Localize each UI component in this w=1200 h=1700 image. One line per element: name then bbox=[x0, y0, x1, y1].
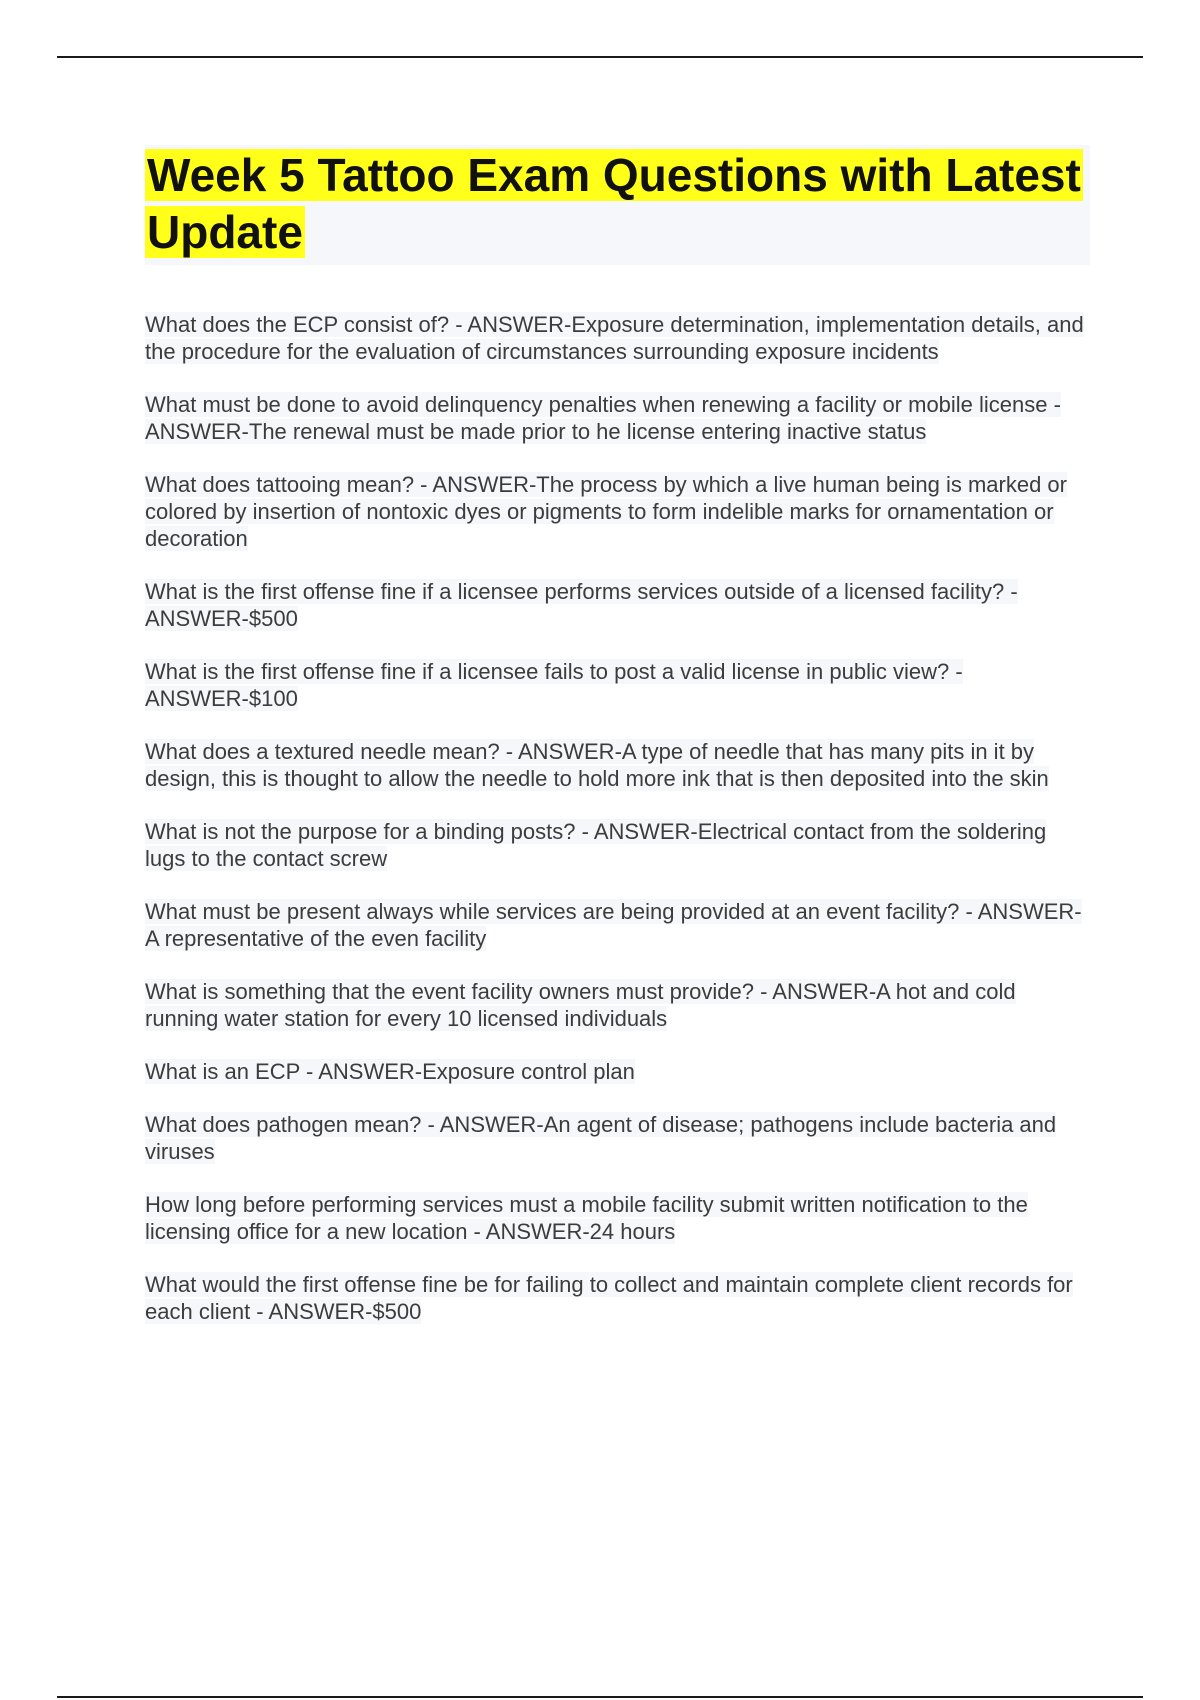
qa-text: What does the ECP consist of? - ANSWER-Exposure determination, implementation details, and the procedure for the evaluation of circumstances surrounding exposure incidents bbox=[145, 312, 1084, 364]
qa-text: What is the first offense fine if a licensee fails to post a valid license in public view? - ANSWER-$100 bbox=[145, 659, 963, 711]
document-body bbox=[145, 145, 1090, 1351]
qa-item bbox=[145, 1058, 1090, 1085]
qa-list bbox=[145, 311, 1090, 1325]
qa-item bbox=[145, 738, 1090, 792]
qa-text: What does a textured needle mean? - ANSWER-A type of needle that has many pits in it by design, this is thought to allow the needle to hold more ink that is then deposited into the skin bbox=[145, 739, 1049, 791]
qa-text: How long before performing services must a mobile facility submit written notification to the licensing office for a new location - ANSWER-24 hours bbox=[145, 1192, 1028, 1244]
qa-text: What does pathogen mean? - ANSWER-An agent of disease; pathogens include bacteria and viruses bbox=[145, 1112, 1057, 1164]
qa-text: What must be present always while services are being provided at an event facility? - ANSWER-A representative of the even facility bbox=[145, 899, 1082, 951]
title-block bbox=[145, 145, 1090, 265]
qa-item bbox=[145, 578, 1090, 632]
qa-item bbox=[145, 311, 1090, 365]
qa-text: What is not the purpose for a binding posts? - ANSWER-Electrical contact from the soldering lugs to the contact screw bbox=[145, 819, 1047, 871]
qa-item bbox=[145, 1271, 1090, 1325]
qa-item bbox=[145, 1191, 1090, 1245]
bottom-rule bbox=[57, 1696, 1143, 1698]
qa-text: What does tattooing mean? - ANSWER-The process by which a live human being is marked or colored by insertion of nontoxic dyes or pigments to form indelible marks for ornamentation or decoration bbox=[145, 472, 1067, 551]
qa-item bbox=[145, 471, 1090, 552]
top-rule bbox=[57, 56, 1143, 58]
qa-item bbox=[145, 978, 1090, 1032]
document-title bbox=[145, 147, 1090, 261]
qa-item bbox=[145, 898, 1090, 952]
qa-text: What is an ECP - ANSWER-Exposure control plan bbox=[145, 1059, 635, 1084]
qa-text: What is the first offense fine if a licensee performs services outside of a licensed facility? - ANSWER-$500 bbox=[145, 579, 1018, 631]
qa-item bbox=[145, 391, 1090, 445]
qa-item bbox=[145, 1111, 1090, 1165]
qa-item bbox=[145, 658, 1090, 712]
title-highlight: Week 5 Tattoo Exam Questions with Latest Update bbox=[147, 149, 1081, 258]
qa-item bbox=[145, 818, 1090, 872]
qa-text: What is something that the event facility owners must provide? - ANSWER-A hot and cold running water station for every 10 licensed individuals bbox=[145, 979, 1016, 1031]
qa-text: What must be done to avoid delinquency penalties when renewing a facility or mobile license - ANSWER-The renewal must be made prior to he license entering inactive status bbox=[145, 392, 1061, 444]
qa-text: What would the first offense fine be for failing to collect and maintain complete client records for each client - ANSWER-$500 bbox=[145, 1272, 1073, 1324]
